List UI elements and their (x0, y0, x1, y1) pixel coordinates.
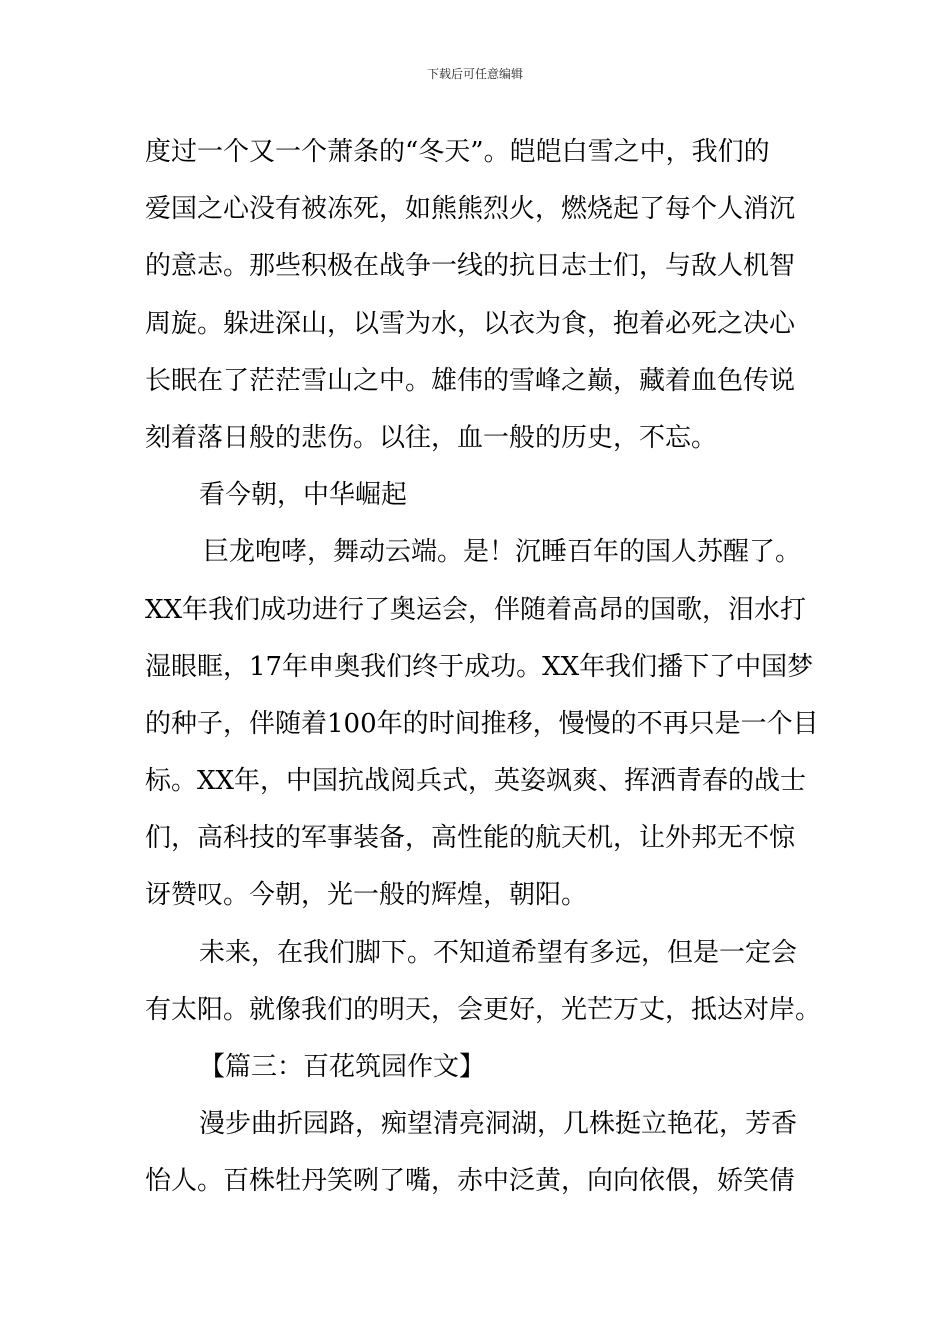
text-line: XX年我们成功进行了奥运会，伴随着高昂的国歌，泪水打 (145, 594, 807, 625)
text-line: 周旋。躲进深山，以雪为水，以衣为食，抱着必死之决心 (145, 308, 796, 339)
essay-body (145, 124, 825, 1211)
text-line: 刻着落日般的悲伤。以往，血一般的历史，不忘。 (145, 422, 718, 453)
text-line: 们，高科技的军事装备，高性能的航天机，让外邦无不惊 (145, 823, 796, 854)
text-line: 度过一个又一个萧条的“冬天”。皑皑白雪之中，我们的 (145, 137, 770, 167)
text-line: 的种子，伴随着100年的时间推移，慢慢的不再只是一个目 (145, 708, 819, 739)
text-line: 有太阳。就像我们的明天，会更好，光芒万丈，抵达对岸。 (145, 994, 822, 1025)
text-line: 的意志。那些积极在战争一线的抗日志士们，与敌人机智 (145, 251, 796, 282)
text-line: 湿眼眶，17年申奥我们终于成功。XX年我们播下了中国梦 (145, 651, 814, 682)
page-header: 下载后可任意编辑 (426, 67, 523, 81)
text-line: 怡人。百株牡丹笑咧了嘴，赤中泛黄，向向依偎，娇笑倩 (145, 1166, 796, 1197)
text-line: 讶赞叹。今朝，光一般的辉煌，朝阳。 (145, 880, 588, 911)
text-line: 漫步曲折园路，痴望清亮洞湖，几株挺立艳花，芳香 (199, 1109, 798, 1140)
text-line: 标。XX年，中国抗战阅兵式，英姿飒爽、挥洒青春的战士 (145, 766, 807, 797)
text-line: 巨龙咆哮，舞动云端。是！沉睡百年的国人苏醒了。 (203, 537, 802, 568)
section-heading: 看今朝，中华崛起 (199, 480, 408, 511)
text-line: 未来，在我们脚下。不知道希望有多远，但是一定会 (199, 937, 798, 968)
chapter-title: 【篇三：百花筑园作文】 (199, 1052, 486, 1082)
text-line: 爱国之心没有被冻死，如熊熊烈火，燃烧起了每个人消沉 (145, 194, 796, 225)
text-line: 长眠在了茫茫雪山之中。雄伟的雪峰之巅，藏着血色传说 (145, 365, 796, 396)
